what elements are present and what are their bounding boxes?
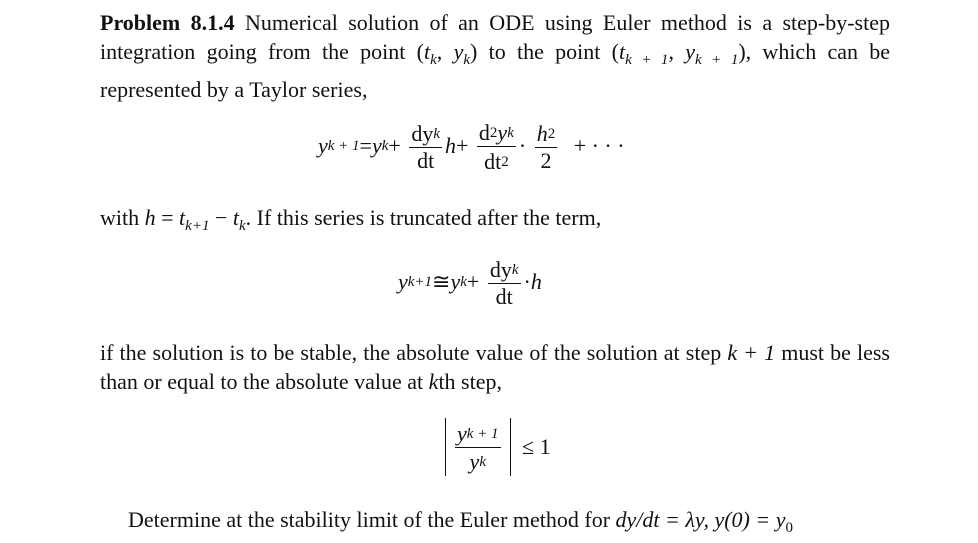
plus-sign: + xyxy=(456,133,469,159)
cdot: · xyxy=(518,133,527,159)
absolute-value xyxy=(445,418,511,476)
frac-den: dt xyxy=(484,148,502,174)
intro-text-b: ) to the point ( xyxy=(470,39,619,64)
frac-num-sub: k xyxy=(433,125,440,142)
frac-den-sup: 2 xyxy=(501,153,509,170)
eq-y-sub: k xyxy=(460,273,467,290)
var-y: y xyxy=(685,39,695,64)
frac-num-sup: 2 xyxy=(547,125,556,142)
taylor-series-equation xyxy=(318,118,625,175)
ode-sub: 0 xyxy=(785,520,793,536)
var-t: t xyxy=(179,205,186,230)
frac-num-sub: k xyxy=(507,124,514,141)
stability-text-a: if the solution is to be stable, the absolute value of the solution at step xyxy=(100,340,728,365)
equals-sign: = xyxy=(359,133,372,159)
frac-den: y xyxy=(469,449,480,475)
frac-den: dt xyxy=(495,283,513,309)
frac-den-sub: k xyxy=(479,454,486,471)
truncated-equation xyxy=(398,255,542,310)
sub-k1: k + 1 xyxy=(694,52,739,68)
intro-text-a: Numerical solution of an ODE using Euler method is a step-by-step integration going from the point ( xyxy=(100,10,890,64)
var-t: t xyxy=(618,39,626,64)
frac-num-sub: k xyxy=(511,261,519,278)
with-text: with xyxy=(100,205,145,230)
sub-k: k xyxy=(430,52,437,68)
sub-k: k xyxy=(239,218,246,234)
frac-num: d xyxy=(478,119,490,145)
plus-sign: + xyxy=(388,133,401,159)
frac-num-sub: k + 1 xyxy=(466,425,499,442)
frac-num: h xyxy=(536,120,548,146)
frac-num: dy xyxy=(489,256,512,282)
sub-k1: k+1 xyxy=(185,218,210,234)
ode-expression: dy/dt = λy, y(0) = y xyxy=(615,507,786,532)
ratio-fraction xyxy=(455,419,501,476)
minus-sign: − xyxy=(209,205,233,230)
var-h: h xyxy=(530,269,542,295)
frac-den: dt xyxy=(417,147,435,173)
eq-lhs-sub: k+1 xyxy=(407,273,433,290)
question-text: Determine at the stability limit of the Euler method for xyxy=(128,507,616,532)
var-h: h xyxy=(445,133,456,159)
intro-text-c: ), which can be represented by a Taylor series, xyxy=(100,39,891,102)
frac-den: 2 xyxy=(540,147,552,173)
problem-label: Problem 8.1.4 xyxy=(100,10,235,35)
sub-k: k xyxy=(463,52,470,68)
truncation-text: . If this series is truncated after the term, xyxy=(245,205,602,230)
frac-num: dy xyxy=(411,120,434,146)
approx-sign: ≅ xyxy=(432,269,451,295)
var-k: k xyxy=(428,369,439,394)
eq-y: y xyxy=(450,269,461,295)
stability-inequality xyxy=(445,418,551,476)
problem-statement: Problem 8.1.4 Numerical solution of an ODE using Euler method is a step-by-step integration going from the point ($t_k$, $y_k$) to the point ($t_{k + 1}$, $y_{k + 1}$), which can be represented by a Taylor series, xyxy=(100,10,891,102)
stability-text-b: must be less than or equal to the absolute value at xyxy=(100,340,890,394)
dy-dt-fraction xyxy=(409,119,442,174)
frac-num: y xyxy=(457,420,467,446)
eq-y-sub: k xyxy=(381,137,389,154)
var-t: t xyxy=(232,205,239,230)
sub-k1: k + 1 xyxy=(625,52,669,68)
leq-one: ≤ 1 xyxy=(522,434,551,459)
frac-num-y: y xyxy=(497,119,508,145)
plus-sign: + xyxy=(466,269,480,295)
second-derivative-fraction xyxy=(477,118,516,175)
question-line xyxy=(128,505,928,543)
var-y: y xyxy=(453,39,464,64)
series-tail: + · · · xyxy=(573,133,625,159)
eq-lhs: y xyxy=(318,133,328,159)
var-t: t xyxy=(423,39,431,64)
stability-text-c: th step, xyxy=(438,369,502,394)
h2-over-2-fraction xyxy=(535,119,558,174)
frac-num-sup: 2 xyxy=(489,124,498,141)
dy-dt-fraction xyxy=(488,255,521,310)
var-k1: k + 1 xyxy=(727,340,776,365)
eq-y: y xyxy=(371,133,382,159)
var-h: h xyxy=(144,205,156,230)
step-definition-paragraph xyxy=(100,203,890,241)
equals-sign: = xyxy=(155,205,180,230)
eq-lhs-sub: k + 1 xyxy=(327,137,360,154)
eq-lhs: y xyxy=(398,269,408,295)
stability-paragraph xyxy=(100,338,890,396)
cdot: · xyxy=(523,269,531,295)
